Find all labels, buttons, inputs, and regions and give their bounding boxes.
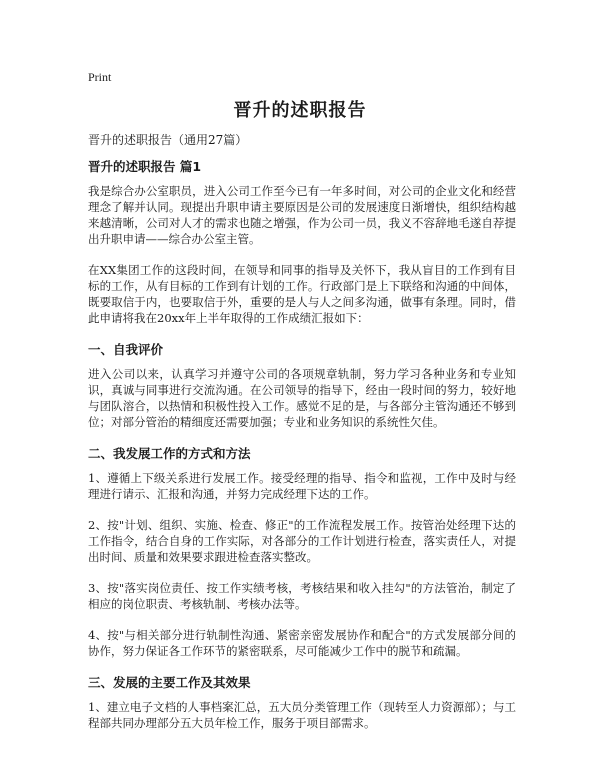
list-item: 2、按"计划、组织、实施、检查、修正"的工作流程发展工作。按管治处经理下达的工作指令，结合自身的工作实际，对各部分的工作计划进行检查，落实责任人，对提出时间、质量和效果要求跟进检查落实整改。 — [88, 518, 516, 564]
section-heading-self-evaluation: 一、自我评价 — [88, 342, 164, 357]
article-heading: 晋升的述职报告 篇1 — [88, 159, 202, 174]
document-subtitle: 晋升的述职报告（通用27篇） — [88, 133, 248, 147]
paragraph: 进入公司以来，认真学习并遵守公司的各项规章轨制，努力学习各种业务和专业知识，真诚与同事进行交流沟通。在公司领导的指导下，经由一段时间的努力，较好地与团队溶合，以热情和积极性投入工作。感觉不足的是，与各部分主管沟通还不够到位；对部分管治的精细度还需要加强；专业和业务知识的系统性欠佳。 — [88, 367, 516, 429]
document-body — [88, 132, 516, 746]
page-title: 晋升的述职报告 — [233, 100, 367, 121]
list-item: 1、遵循上下级关系进行发展工作。接受经理的指导、指令和监视，工作中及时与经理进行请示、汇报和沟通，并努力完成经理下达的工作。 — [88, 471, 516, 501]
list-item: 3、按"落实岗位责任、按工作实绩考核，考核结果和收入挂勾"的方法管治，制定了相应的岗位职责、考核轨制、考核办法等。 — [88, 581, 516, 611]
print-link[interactable]: Print — [88, 70, 112, 84]
paragraph: 1、建立电子文档的人事档案汇总，五大员分类管理工作（现转至人力资源部）；与工程部共同办理部分五大员年检工作，服务于项目部需求。 — [88, 700, 516, 730]
section-heading-main-work: 三、发展的主要工作及其效果 — [88, 675, 251, 690]
list-item: 4、按"与相关部分进行轨制性沟通、紧密亲密发展协作和配合"的方式发展部分间的协作，努力保证各工作环节的紧密联系，尽可能减少工作中的脱节和疏漏。 — [88, 628, 516, 658]
paragraph: 我是综合办公室职员，进入公司工作至今已有一年多时间，对公司的企业文化和经营理念了解并认同。现提出升职申请主要原因是公司的发展速度日渐增快，组织结构越来越清晰，公司对人才的需求也随之增强，作为公司一员，我义不容辞地毛遂自荐提出升职申请——综合办公室主管。 — [88, 184, 516, 246]
paragraph: 在XX集团工作的这段时间，在领导和同事的指导及关怀下，我从盲目的工作到有目标的工作，从有目标的工作到有计划的工作。行政部门是上下联络和沟通的中间体，既要取信于内，也要取信于外，重要的是人与人之间多沟通，做事有条理。同时，借此申请将我在20xx年上半年取得的工作成绩汇报如下： — [88, 263, 516, 325]
section-heading-methods: 二、我发展工作的方式和方法 — [88, 446, 251, 461]
